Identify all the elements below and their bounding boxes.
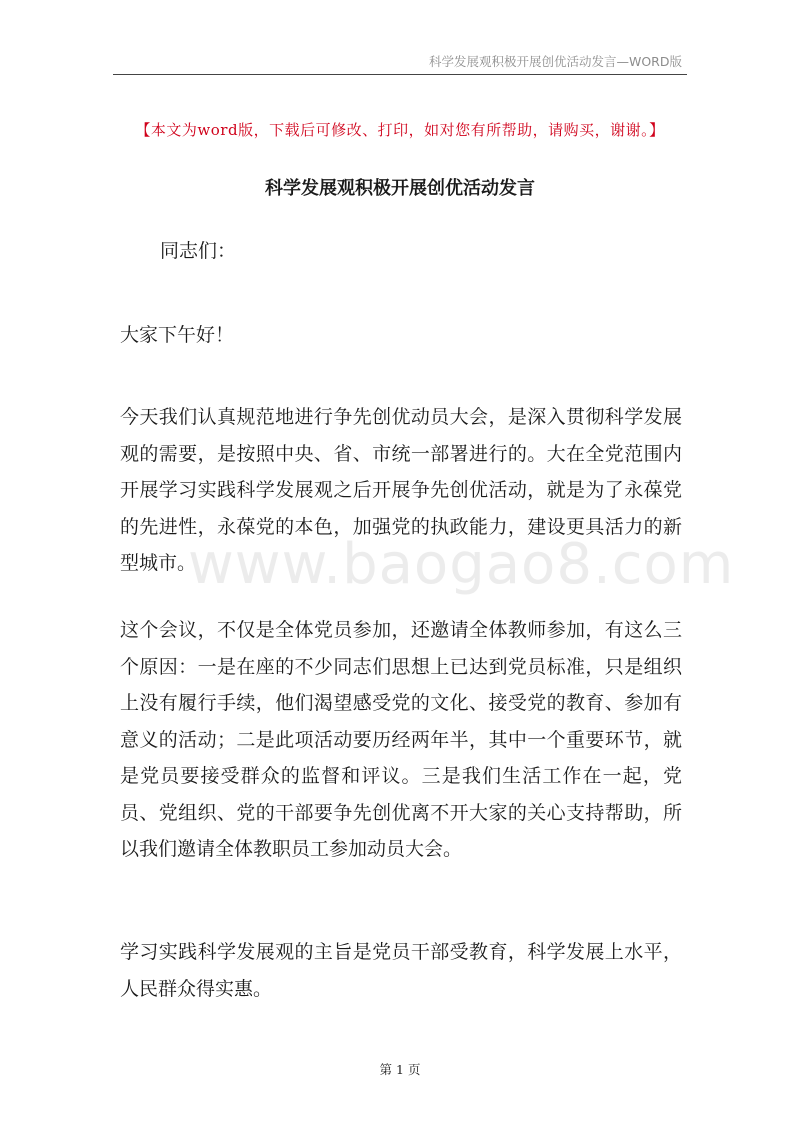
document-title: 科学发展观积极开展创优活动发言 [265,178,535,199]
page-number: 第 1 页 [379,1062,421,1077]
page-header: 科学发展观积极开展创优活动发言—WORD版 [428,54,682,69]
paragraph-2: 这个会议，不仅是全体党员参加，还邀请全体教师参加，有这么三个原因：一是在座的不少同志们思想上已达到党员标准，只是组织上没有履行手续，他们渴望感受党的文化、接受党的教育、参加有意义的活动；二是此项活动要历经两年半，其中一个重要环节，就是党员要接受群众的监督和评议。三是我们生活工作在一起，党员、党组织、党的干部要争先创优离不开大家的关心支持帮助，所以我们邀请全体教职员工参加动员大会。 [120,619,682,860]
purchase-notice: 【本文为word版，下载后可修改、打印，如对您有所帮助，请购买，谢谢。】 [135,121,665,139]
salutation: 同志们： [160,240,237,262]
paragraph-3: 学习实践科学发展观的主旨是党员干部受教育，科学发展上水平，人民群众得实惠。 [120,941,682,1000]
watermark: www.baogao8.com [188,532,735,597]
paragraph-greeting: 大家下午好！ [120,324,235,346]
paragraph-1: 今天我们认真规范地进行争先创优动员大会，是深入贯彻科学发展观的需要，是按照中央、省、市统一部署进行的。大在全党范围内开展学习实践科学发展观之后开展争先创优活动，就是为了永葆党的先进性，永葆党的本色，加强党的执政能力，建设更具活力的新型城市。 [120,406,682,574]
header-divider [113,74,687,75]
